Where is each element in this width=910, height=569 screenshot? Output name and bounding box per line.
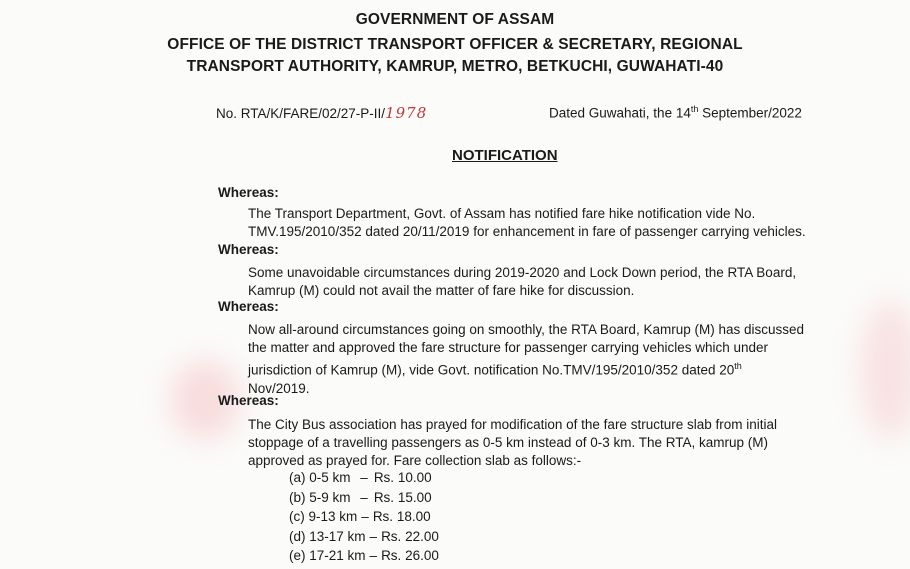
paragraph-4 [248, 416, 777, 470]
paragraph-line-text: jurisdiction of Kamrup (M), vide Govt. notification No.TMV/195/2010/352 dated 20 [248, 362, 735, 378]
slab-dash: – [369, 548, 378, 563]
whereas-label: Whereas: [218, 393, 279, 408]
slab-label: (e) [289, 548, 306, 563]
reference-number [216, 104, 427, 122]
paragraph-line: The Transport Department, Govt. of Assam has notified fare hike notification vide No. [248, 206, 756, 221]
paragraph-line: The City Bus association has prayed for modification of the fare structure slab from initial [248, 417, 777, 432]
notification-title: NOTIFICATION [452, 147, 558, 164]
paragraph-line [248, 357, 804, 380]
whereas-label: Whereas: [218, 242, 279, 257]
paragraph-line: the matter and approved the fare structure for passenger carrying vehicles which under [248, 340, 769, 355]
paragraph-line: TMV.195/2010/352 dated 20/11/2019 for enhancement in fare of passenger carrying vehicles. [248, 224, 806, 239]
slab-fare: Rs. 10.00 [373, 470, 432, 485]
slab-label: (d) [289, 528, 306, 544]
date-prefix: Dated Guwahati, the 14 [549, 105, 691, 121]
dated-line [549, 104, 802, 121]
paragraph-2 [248, 264, 796, 300]
slab-dash: – [361, 509, 369, 524]
slab-fare: Rs. 22.00 [381, 528, 439, 544]
slab-range: 0-5 km [309, 470, 351, 485]
whereas-label: Whereas: [218, 299, 279, 314]
paper-stain [860, 300, 910, 440]
slab-dash: – [360, 470, 368, 485]
fare-slab-item [289, 548, 439, 568]
paragraph-line: Some unavoidable circumstances during 2019-2020 and Lock Down period, the RTA Board, [248, 265, 797, 280]
paragraph-line: stoppage of a travelling passengers as 0-5 km instead of 0-3 km. The RTA, kamrup (M) [248, 435, 768, 450]
slab-range: 9-13 km [308, 509, 358, 524]
fare-slab-item [289, 490, 439, 510]
slab-range: 17-21 km [309, 548, 366, 563]
paragraph-line: Kamrup (M) could not avail the matter of fare hike for discussion. [248, 283, 635, 298]
slab-fare: Rs. 26.00 [381, 548, 439, 563]
paragraph-line: Nov/2019. [248, 380, 310, 396]
slab-fare: Rs. 15.00 [373, 489, 432, 505]
paragraph-3 [248, 321, 804, 398]
date-rest: September/2022 [698, 105, 802, 121]
fare-slab-item [289, 509, 439, 529]
fare-slab-item [289, 529, 439, 549]
header-office-line1: OFFICE OF THE DISTRICT TRANSPORT OFFICER & SECRETARY, REGIONAL [167, 36, 743, 53]
reference-number-prefix: No. RTA/K/FARE/02/27-P-II/ [216, 106, 386, 121]
slab-range: 5-9 km [309, 489, 351, 505]
fare-slab-item [289, 470, 439, 490]
paragraph-1 [248, 205, 806, 241]
slab-label: (c) [289, 509, 305, 524]
whereas-label: Whereas: [218, 185, 279, 200]
slab-fare: Rs. 18.00 [372, 509, 431, 524]
paragraph-line: Now all-around circumstances going on smoothly, the RTA Board, Kamrup (M) has discussed [248, 322, 804, 337]
slab-label: (a) [289, 470, 306, 485]
slab-range: 13-17 km [309, 528, 366, 544]
header-office-line2: TRANSPORT AUTHORITY, KAMRUP, METRO, BETKUCHI, GUWAHATI-40 [186, 58, 724, 75]
slab-dash: – [369, 528, 378, 544]
fare-slab-list [289, 470, 439, 568]
paragraph-line: approved as prayed for. Fare collection slab as follows:- [248, 453, 582, 468]
handwritten-number: 1978 [385, 104, 428, 122]
slab-dash: – [360, 489, 368, 505]
date-ordinal: th [690, 104, 699, 114]
ordinal-sup: th [734, 361, 742, 371]
header-government: GOVERNMENT OF ASSAM [355, 11, 555, 28]
slab-label: (b) [289, 489, 306, 505]
